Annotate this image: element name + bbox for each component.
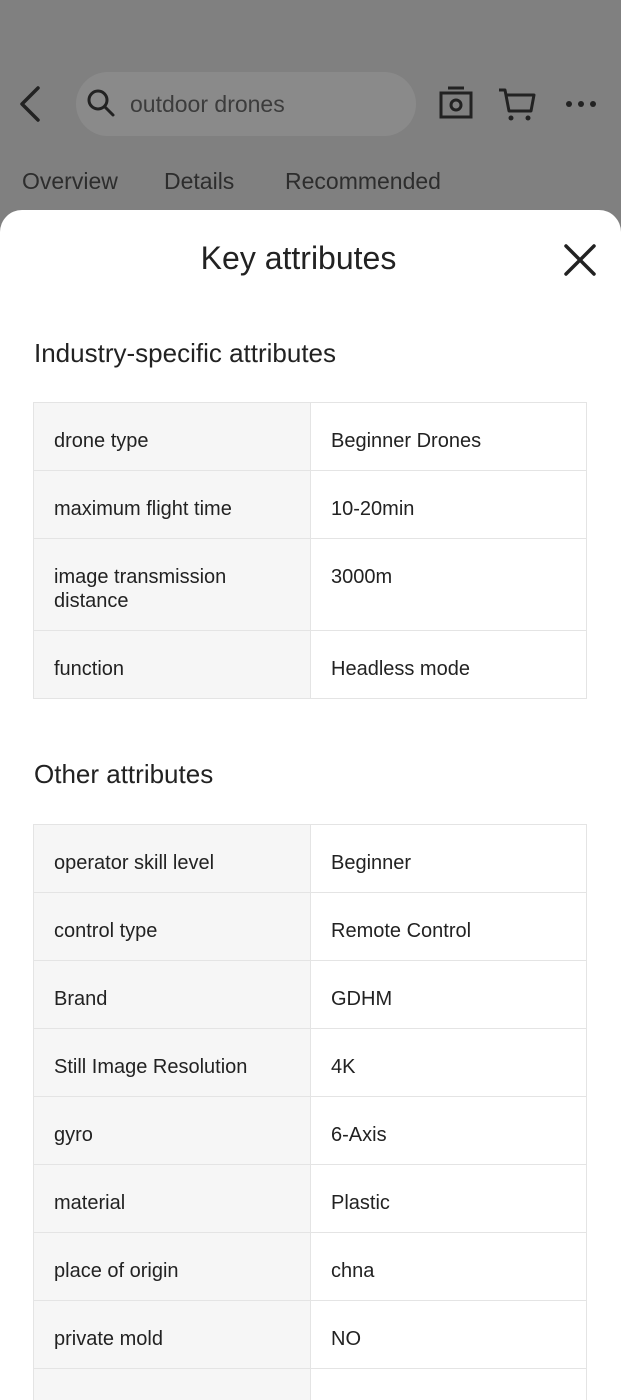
more-icon[interactable] [561, 84, 601, 124]
attr-key: drone type [34, 403, 311, 471]
tab-overview[interactable]: Overview [22, 168, 118, 194]
attr-value: chna [311, 1233, 587, 1301]
table-row [34, 539, 587, 631]
table-row [34, 1301, 587, 1369]
attr-key: image transmission distance [34, 539, 311, 631]
industry-attributes-table [33, 402, 587, 699]
table-row [34, 631, 587, 699]
attr-key: material [34, 1165, 311, 1233]
attr-value: Plastic [311, 1165, 587, 1233]
camera-scan-icon[interactable] [436, 84, 476, 124]
table-row-partial [34, 1369, 587, 1400]
back-arrow-icon [14, 82, 50, 126]
table-row [34, 893, 587, 961]
table-row [34, 471, 587, 539]
close-button[interactable] [558, 238, 602, 282]
key-attributes-sheet [0, 210, 621, 1400]
close-icon [558, 238, 602, 282]
attr-value: Beginner [311, 825, 587, 893]
table-row [34, 1029, 587, 1097]
attr-value: Headless mode [311, 631, 587, 699]
tab-details[interactable]: Details [164, 168, 235, 194]
table-row [34, 1165, 587, 1233]
attr-value: 6-Axis [311, 1097, 587, 1165]
back-button[interactable] [14, 82, 50, 126]
attr-value: NO [311, 1301, 587, 1369]
cart-icon[interactable] [497, 84, 537, 124]
attr-value: 3000m [311, 539, 587, 631]
attr-value: Beginner Drones [311, 403, 587, 471]
table-row [34, 403, 587, 471]
attr-key: Still Image Resolution [34, 1029, 311, 1097]
attr-key: operator skill level [34, 825, 311, 893]
table-row [34, 825, 587, 893]
tab-recommended[interactable]: Recommended [285, 168, 441, 194]
table-row [34, 1233, 587, 1301]
attr-key: control type [34, 893, 311, 961]
search-input-text: outdoor drones [130, 91, 285, 117]
attr-key: function [34, 631, 311, 699]
other-attributes-table [33, 824, 587, 1400]
attr-value: Remote Control [311, 893, 587, 961]
attr-value: 4K [311, 1029, 587, 1097]
attr-value: 10-20min [311, 471, 587, 539]
attr-key: place of origin [34, 1233, 311, 1301]
tab-bar [0, 168, 621, 208]
search-bar[interactable] [76, 72, 416, 136]
attr-key [34, 1369, 311, 1400]
search-icon [86, 88, 116, 118]
attr-key: maximum flight time [34, 471, 311, 539]
page-header [0, 0, 621, 220]
table-row [34, 1097, 587, 1165]
attr-key: gyro [34, 1097, 311, 1165]
attr-key: private mold [34, 1301, 311, 1369]
attr-key: Brand [34, 961, 311, 1029]
sheet-title: Key attributes [200, 240, 397, 276]
section-title-other: Other attributes [34, 759, 214, 789]
attr-value [311, 1369, 587, 1400]
attr-value: GDHM [311, 961, 587, 1029]
table-row [34, 961, 587, 1029]
section-title-industry: Industry-specific attributes [34, 338, 337, 368]
